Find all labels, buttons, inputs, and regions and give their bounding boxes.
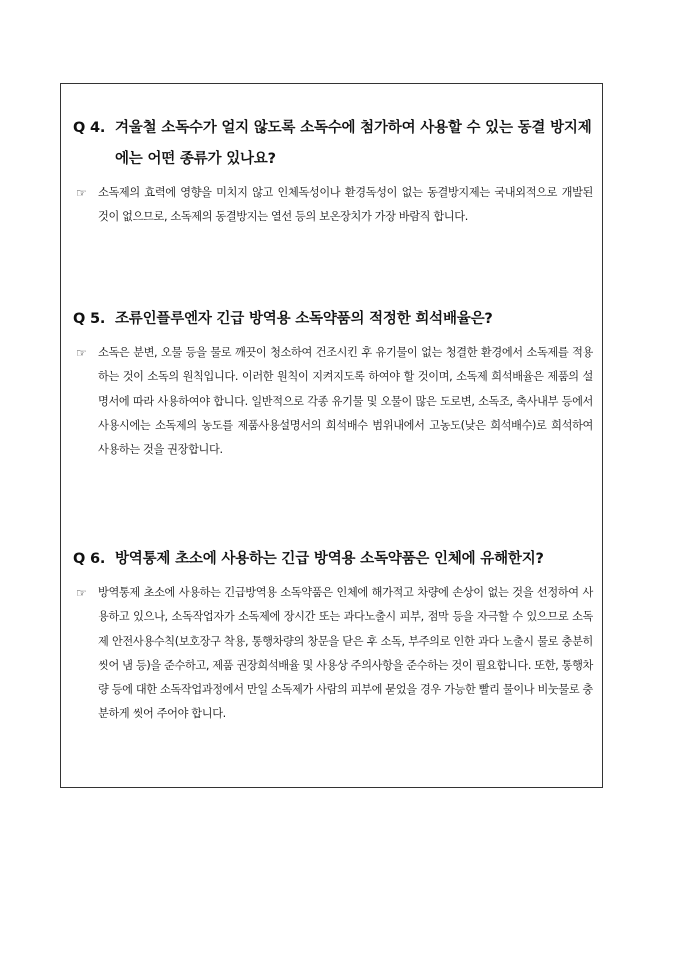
qa-item-q4 xyxy=(73,113,593,230)
faq-box xyxy=(60,83,603,788)
question xyxy=(73,113,593,175)
qa-item-q5 xyxy=(73,304,593,462)
question-number: Q 6. xyxy=(73,551,106,567)
pointing-hand-icon: ☞ xyxy=(76,586,87,600)
question xyxy=(73,544,593,575)
answer-text: 소독은 분변, 오물 등을 물로 깨끗이 청소하여 건조시킨 후 유기물이 없는 청결한 환경에서 소독제를 적용하는 것이 소독의 원칙입니다. 이러한 원칙이 지켜지도록 하여야 할 것이며, 소독제 희석배율은 제품의 설명서에 따라 사용하여야 합니다. 일반적으로 각종 유기물 및 오물이 많은 도로변, 소독조, 축사내부 등에서 사용시에는 소독제의 농도를 제품사용설명서의 희석배수 범위내에서 고농도(낮은 희석배수)로 희석하여 사용하는 것을 권장합니다. xyxy=(98,346,593,457)
answer-text: 방역통제 초소에 사용하는 긴급방역용 소독약품은 인체에 해가적고 차량에 손상이 없는 것을 선정하여 사용하고 있으나, 소독작업자가 소독제에 장시간 또는 과다노출시 피부, 점막 등을 자극할 수 있으므로 소독제 안전사용수칙(보호장구 착용, 통행차량의 창문을 닫은 후 소독, 부주의로 인한 과다 노출시 물로 충분히 씻어 냄 등)을 준수하고, 제품 권장희석배율 및 사용상 주의사항을 준수하는 것이 필요합니다. 또한, 통행차량 등에 대한 소독작업과정에서 만일 소독제가 사람의 피부에 묻었을 경우 가능한 빨리 물이나 비눗물로 충분하게 씻어 주어야 합니다. xyxy=(98,586,593,721)
answer xyxy=(73,581,593,727)
question-number: Q 4. xyxy=(73,120,106,136)
question-text: 방역통제 초소에 사용하는 긴급 방역용 소독약품은 인체에 유해한지? xyxy=(115,551,544,567)
pointing-hand-icon: ☞ xyxy=(76,186,87,200)
question-text: 겨울철 소독수가 얼지 않도록 소독수에 첨가하여 사용할 수 있는 동결 방지제에는 어떤 종류가 있나요? xyxy=(115,120,592,167)
answer xyxy=(73,341,593,462)
answer-text: 소독제의 효력에 영향을 미치지 않고 인체독성이나 환경독성이 없는 동결방지제는 국내외적으로 개발된 것이 없으므로, 소독제의 동결방지는 열선 등의 보온장치가 가장 바람직 합니다. xyxy=(98,186,593,224)
question-number: Q 5. xyxy=(73,311,106,327)
question xyxy=(73,304,593,335)
pointing-hand-icon: ☞ xyxy=(76,346,87,360)
answer xyxy=(73,181,593,230)
question-text: 조류인플루엔자 긴급 방역용 소독약품의 적정한 희석배율은? xyxy=(115,311,493,327)
qa-item-q6 xyxy=(73,544,593,727)
